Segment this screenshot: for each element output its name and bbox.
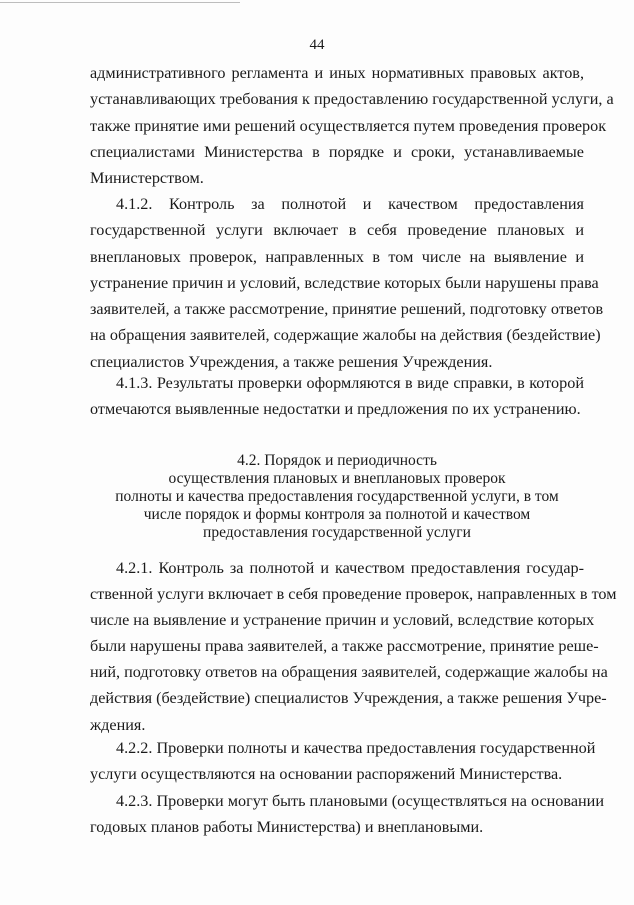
top-edge-rule (0, 2, 240, 3)
text-line: заявителей, а также рассмотрение, принятие решений, подготовку ответов (90, 300, 604, 319)
text-line: на обращения заявителей, содержащие жалобы на действия (бездействие) (90, 326, 601, 345)
text-line: административного регламента и иных нормативных правовых актов, (90, 64, 584, 82)
text-line: устанавливающих требования к предоставлению государственной услуги, а (90, 90, 614, 109)
heading-line: полноты и качества предоставления государственной услуги, в том (115, 488, 559, 505)
paragraph-4-2-1 (90, 555, 617, 738)
heading-line: предоставления государственной услуги (203, 524, 471, 541)
section-heading-4-2 (90, 452, 584, 542)
text-line: были нарушены права заявителей, а также рассмотрение, принятие реше- (90, 637, 599, 656)
text-line: внеплановых проверок, направленных в том числе на выявление и (90, 247, 584, 266)
text-line: отмечаются выявленные недостатки и предложения по их устранению. (90, 400, 581, 419)
text-line: устранение причин и условий, вследствие которых были нарушены права (90, 273, 599, 292)
text-line: 4.2.2. Проверки полноты и качества предоставления государственной (116, 739, 596, 757)
paragraph-4-2-3 (90, 788, 604, 840)
paragraph-4-1-2 (90, 191, 604, 375)
text-line: 4.1.2. Контроль за полнотой и качеством предоставления (116, 195, 584, 213)
text-line: 4.2.1. Контроль за полнотой и качеством предоставления государ- (116, 559, 584, 577)
text-line: годовых планов работы Министерства) и внеплановыми. (90, 818, 484, 837)
text-line: специалистов Учреждения, а также решения Учреждения. (90, 352, 493, 371)
text-line: ждения. (90, 715, 146, 734)
text-line: Министерством. (90, 169, 204, 188)
paragraph-4-1-3 (90, 370, 584, 423)
page-number: 44 (309, 37, 325, 53)
text-line: ственной услуги включает в себя проведение проверок, направленных в том (90, 585, 617, 604)
heading-line: 4.2. Порядок и периодичность (237, 452, 437, 469)
text-line: специалистами Министерства в порядке и сроки, устанавливаемые (90, 142, 584, 161)
paragraph-4-2-2 (90, 735, 596, 787)
text-line: также принятие ими решений осуществляется путем проведения проверок (90, 116, 607, 135)
paragraph-continuation (90, 60, 614, 191)
text-line: числе на выявление и устранение причин и условий, вследствие которых (90, 611, 595, 630)
text-line: государственной услуги включает в себя проведение плановых и (90, 221, 584, 240)
text-line: услуги осуществляются на основании распоряжений Министерства. (90, 765, 563, 784)
heading-line: осуществления плановых и внеплановых проверок (168, 470, 506, 487)
text-line: 4.2.3. Проверки могут быть плановыми (осуществляться на основании (116, 792, 604, 810)
text-line: действия (бездействие) специалистов Учреждения, а также решения Учре- (90, 689, 607, 708)
text-line: 4.1.3. Результаты проверки оформляются в виде справки, в которой (116, 374, 584, 392)
text-line: ний, подготовку ответов на обращения заявителей, содержащие жалобы на (90, 663, 608, 682)
heading-line: числе порядок и формы контроля за полнотой и качеством (143, 506, 531, 523)
